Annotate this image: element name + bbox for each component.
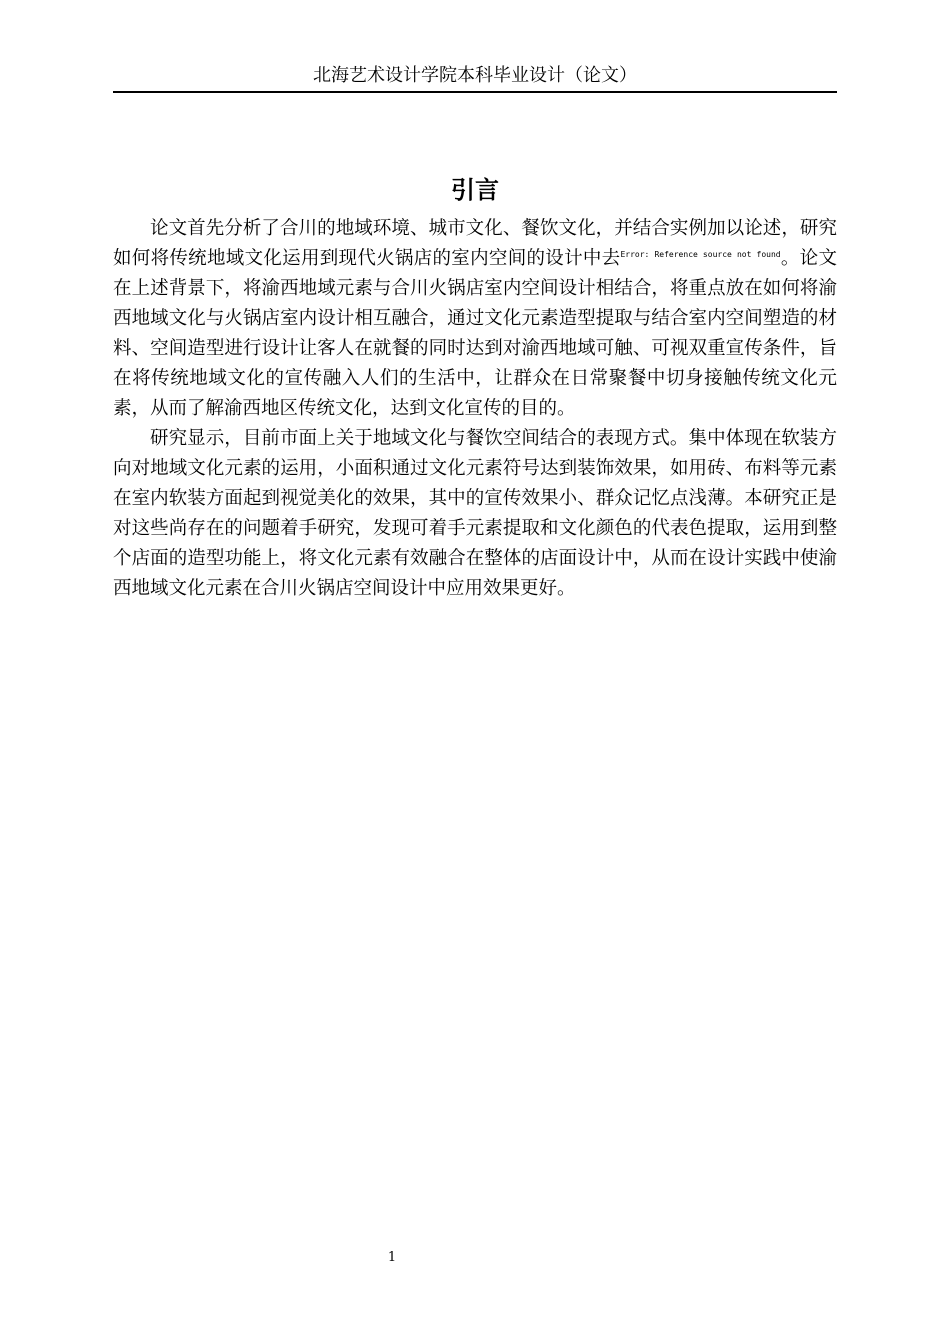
header-rule xyxy=(113,91,837,93)
paragraph-1-text: 论文首先分析了合川的地域环境、城市文化、餐饮文化，并结合实例加以论述，研究如何将传统地域文化运用到现代火锅店的室内空间的设计中去 xyxy=(113,218,837,269)
page-header: 北海艺术设计学院本科毕业设计（论文） xyxy=(313,65,637,86)
page-number: 1 xyxy=(387,1250,397,1265)
body-text xyxy=(113,214,837,604)
paragraph-1 xyxy=(113,214,837,424)
paragraph-1-text-continued: 。论文在上述背景下，将渝西地域元素与合川火锅店室内空间设计相结合，将重点放在如何将渝西地域文化与火锅店室内设计相互融合，通过文化元素造型提取与结合室内空间塑造的材料、空间造型进行设计让客人在就餐的同时达到对渝西地域可触、可视双重宣传条件，旨在将传统地域文化的宣传融入人们的生活中，让群众在日常聚餐中切身接触传统文化元素，从而了解渝西地区传统文化，达到文化宣传的目的。 xyxy=(113,248,837,419)
paragraph-2: 研究显示，目前市面上关于地域文化与餐饮空间结合的表现方式。集中体现在软装方向对地域文化元素的运用，小面积通过文化元素符号达到装饰效果，如用砖、布料等元素在室内软装方面起到视觉美化的效果，其中的宣传效果小、群众记忆点浅薄。本研究正是对这些尚存在的问题着手研究，发现可着手元素提取和文化颜色的代表色提取，运用到整个店面的造型功能上，将文化元素有效融合在整体的店面设计中，从而在设计实践中使渝西地域文化元素在合川火锅店空间设计中应用效果更好。 xyxy=(113,428,837,599)
reference-error-marker: Error: Reference source not found xyxy=(620,249,781,259)
section-title: 引言 xyxy=(451,176,499,204)
